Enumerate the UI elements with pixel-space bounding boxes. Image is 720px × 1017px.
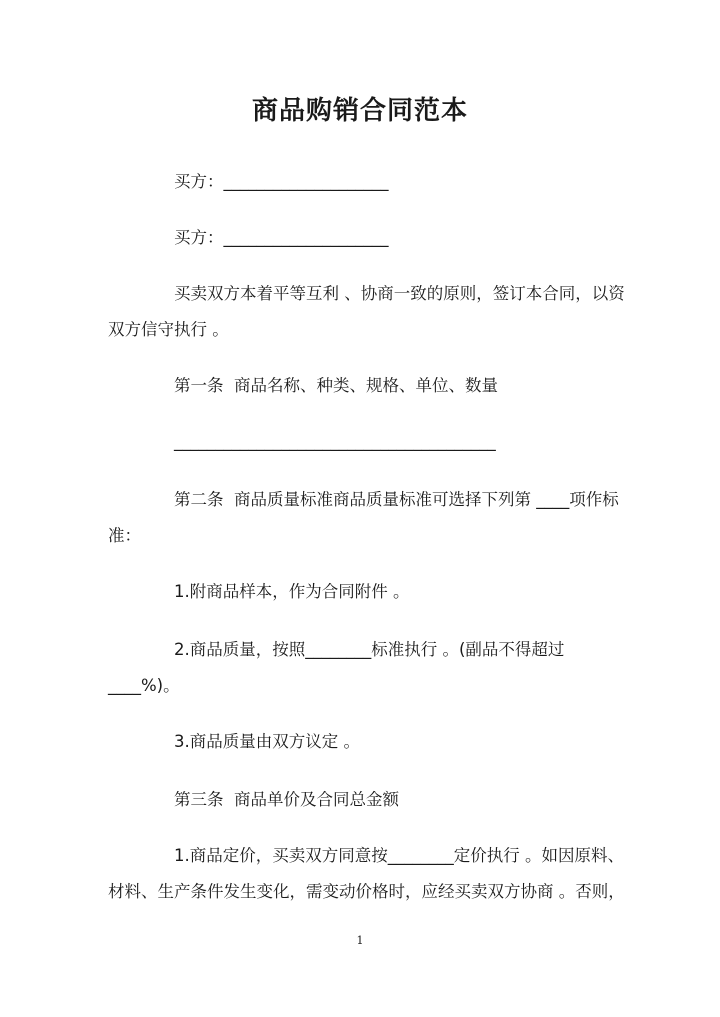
preamble-paragraph: 买卖双方本着平等互利 、协商一致的原则，签订本合同，以资双方信守执行 。 <box>108 284 625 339</box>
page-number: 1 <box>356 934 364 947</box>
article-3-heading: 第三条 商品单价及合同总金额 <box>174 790 399 809</box>
document-title: 商品购销合同范本 <box>251 96 468 126</box>
buyer-line-2: 买方：____________________ <box>174 228 389 247</box>
buyer-line: 买方：____________________ <box>174 172 389 191</box>
article-2-item-2: 2.商品质量，按照________标准执行 。(副品不得超过____%)。 <box>108 640 565 695</box>
article-2-item-3: 3.商品质量由双方议定 。 <box>174 732 360 751</box>
article-2-heading: 第二条 商品质量标准商品质量标准可选择下列第 ____项作标准： <box>108 490 619 545</box>
article-3-item-1: 1.商品定价，买卖双方同意按________定价执行 。如因原料、材料、生产条件发生变化，需变动价格时，应经买卖双方协商 。否则， <box>108 846 625 901</box>
article-2-item-1: 1.附商品样本，作为合同附件 。 <box>174 582 410 601</box>
article-1-heading: 第一条 商品名称、种类、规格、单位、数量 <box>174 376 498 395</box>
article-1-blank-line: _______________________________________ <box>174 432 496 451</box>
